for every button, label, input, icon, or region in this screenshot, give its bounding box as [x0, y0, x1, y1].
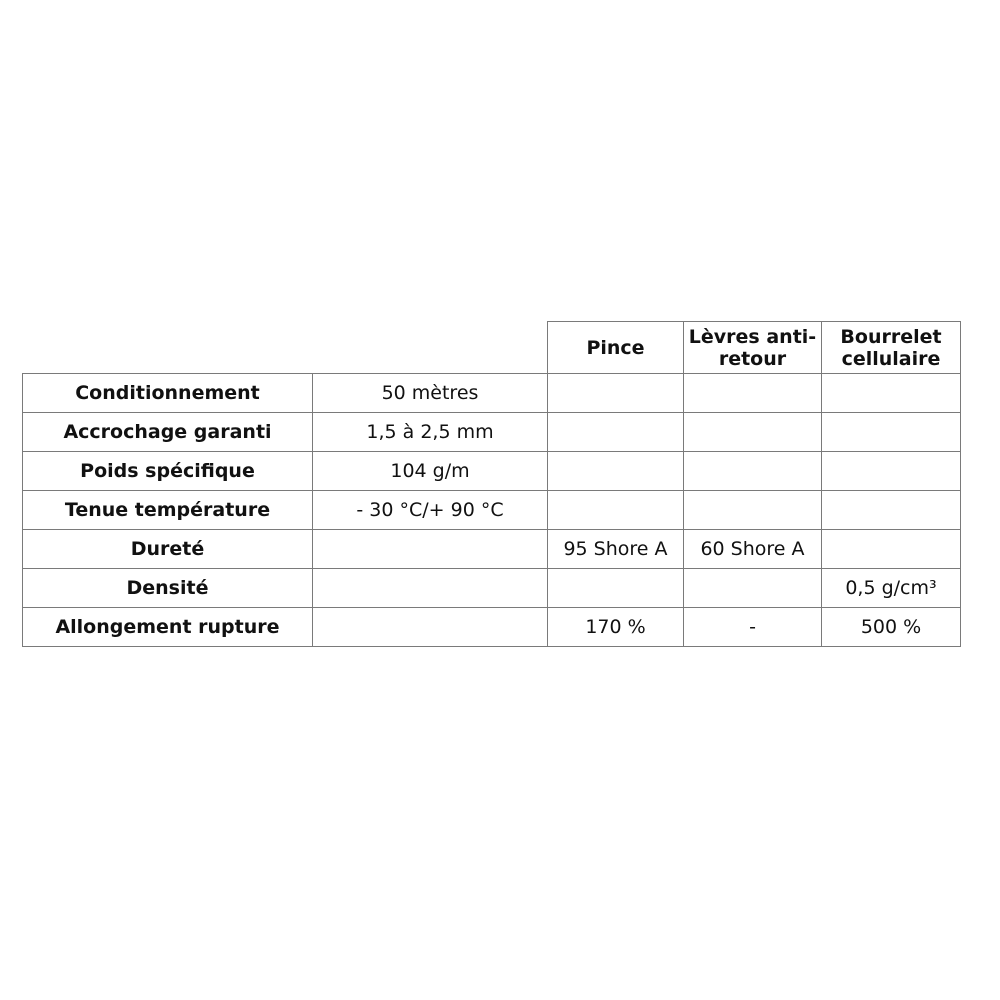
table-row	[23, 374, 961, 413]
table-cell	[822, 530, 961, 569]
table-cell: 170 %	[548, 608, 684, 647]
header-blank-label	[23, 322, 313, 374]
row-label: Tenue température	[23, 491, 313, 530]
table-row	[23, 413, 961, 452]
table-cell	[548, 413, 684, 452]
table-cell	[822, 491, 961, 530]
table-row	[23, 452, 961, 491]
row-label: Accrochage garanti	[23, 413, 313, 452]
table-cell	[822, 374, 961, 413]
table-cell: 0,5 g/cm³	[822, 569, 961, 608]
row-label: Poids spécifique	[23, 452, 313, 491]
table-cell	[684, 413, 822, 452]
table-cell	[822, 452, 961, 491]
table-row	[23, 530, 961, 569]
table-row	[23, 491, 961, 530]
table-cell: 50 mètres	[313, 374, 548, 413]
header-pince: Pince	[548, 322, 684, 374]
row-label: Conditionnement	[23, 374, 313, 413]
table-cell	[548, 374, 684, 413]
header-bourrelet-cellulaire: Bourrelet cellulaire	[822, 322, 961, 374]
table-cell	[548, 569, 684, 608]
row-label: Allongement rupture	[23, 608, 313, 647]
table-cell	[313, 569, 548, 608]
table-row	[23, 569, 961, 608]
table-cell: 95 Shore A	[548, 530, 684, 569]
header-levres-anti-retour: Lèvres anti-retour	[684, 322, 822, 374]
table-cell	[684, 452, 822, 491]
table-cell: -	[684, 608, 822, 647]
table-cell	[684, 491, 822, 530]
row-label: Dureté	[23, 530, 313, 569]
spec-table	[22, 321, 961, 647]
header-blank-value	[313, 322, 548, 374]
table-row	[23, 608, 961, 647]
table-cell: - 30 °C/+ 90 °C	[313, 491, 548, 530]
table-cell	[313, 530, 548, 569]
table-cell: 104 g/m	[313, 452, 548, 491]
table-header-row	[23, 322, 961, 374]
table-cell	[684, 569, 822, 608]
table-cell: 60 Shore A	[684, 530, 822, 569]
table-cell	[548, 452, 684, 491]
table-cell: 1,5 à 2,5 mm	[313, 413, 548, 452]
table-cell: 500 %	[822, 608, 961, 647]
table-cell	[822, 413, 961, 452]
row-label: Densité	[23, 569, 313, 608]
table-cell	[313, 608, 548, 647]
table-cell	[684, 374, 822, 413]
table-cell	[548, 491, 684, 530]
